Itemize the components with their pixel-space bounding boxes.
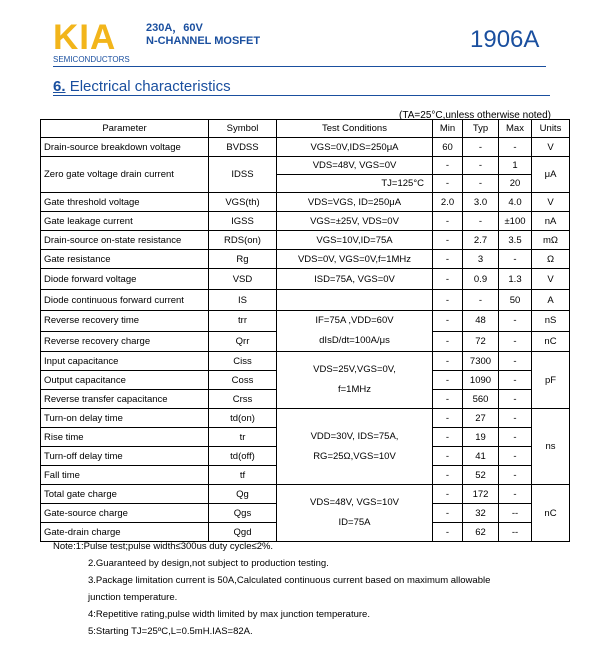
typ-cell: - [463, 175, 499, 193]
cond-cell: ISD=75A, VGS=0V [277, 269, 433, 290]
min-cell: - [433, 290, 463, 311]
min-cell: - [433, 409, 463, 428]
param-cell: Reverse recovery time [41, 311, 209, 332]
unit-cell: mΩ [532, 231, 570, 250]
col-header: Test Conditions [277, 120, 433, 138]
cond-cell: VDS=VGS, ID=250μA [277, 193, 433, 212]
table-header-row [41, 120, 570, 138]
table-row [41, 138, 570, 157]
max-cell: - [499, 311, 532, 332]
unit-cell: V [532, 193, 570, 212]
param-cell: Gate-drain charge [41, 523, 209, 542]
table-row [41, 157, 570, 175]
cond-line: IF=75A ,VDD=60V [315, 315, 394, 326]
max-cell: 3.5 [499, 231, 532, 250]
section-title-text: Electrical characteristics [69, 78, 231, 95]
typ-cell: 48 [463, 311, 499, 332]
cond-line: VDS=25V,VGS=0V, [313, 364, 396, 375]
table-row [41, 409, 570, 428]
table-row [41, 212, 570, 231]
unit-cell: V [532, 138, 570, 157]
symbol-cell: IS [209, 290, 277, 311]
cond-line: f=1MHz [338, 384, 371, 395]
min-cell: - [433, 231, 463, 250]
min-cell: - [433, 269, 463, 290]
param-cell: Reverse transfer capacitance [41, 390, 209, 409]
section-divider [53, 95, 550, 96]
part-number: 1906A [470, 26, 540, 53]
note-1: Note:1:Pulse test;pulse width≤300us duty cycle≤2%. [53, 541, 274, 552]
table-row [41, 311, 570, 332]
max-cell: - [499, 447, 532, 466]
min-cell: - [433, 157, 463, 175]
cond-line: VDD=30V, IDS=75A, [310, 430, 399, 442]
unit-cell: nC [532, 485, 570, 542]
table-row [41, 250, 570, 269]
symbol-cell: Crss [209, 390, 277, 409]
min-cell: - [433, 504, 463, 523]
param-cell: Gate leakage current [41, 212, 209, 231]
min-cell: - [433, 390, 463, 409]
symbol-cell: BVDSS [209, 138, 277, 157]
max-cell: - [499, 390, 532, 409]
param-cell: Drain-source breakdown voltage [41, 138, 209, 157]
max-cell: - [499, 466, 532, 485]
typ-cell: - [463, 290, 499, 311]
table-row [41, 269, 570, 290]
col-header: Min [433, 120, 463, 138]
table-row [41, 193, 570, 212]
cond-cell [277, 311, 433, 352]
col-header: Max [499, 120, 532, 138]
max-cell: - [499, 371, 532, 390]
min-cell: - [433, 523, 463, 542]
typ-cell: 41 [463, 447, 499, 466]
typ-cell: 172 [463, 485, 499, 504]
symbol-cell: Rg [209, 250, 277, 269]
max-cell: 50 [499, 290, 532, 311]
table-row [41, 352, 570, 371]
table-row [41, 231, 570, 250]
min-cell: - [433, 250, 463, 269]
typ-cell: 3 [463, 250, 499, 269]
symbol-cell: Qrr [209, 331, 277, 352]
logo: KIA [53, 18, 117, 57]
cond-cell [277, 485, 433, 542]
typ-cell: 2.7 [463, 231, 499, 250]
note-4: 4:Repetitive rating,pulse width limited by max junction temperature. [88, 609, 370, 620]
note-5: 5:Starting TJ=25ºC,L=0.5mH.IAS=82A. [88, 626, 253, 637]
col-header: Units [532, 120, 570, 138]
note-2: 2.Guaranteed by design,not subject to production testing. [88, 558, 329, 569]
min-cell: - [433, 428, 463, 447]
unit-cell: μA [532, 157, 570, 193]
symbol-cell: trr [209, 311, 277, 332]
param-cell: Drain-source on-state resistance [41, 231, 209, 250]
symbol-cell: RDS(on) [209, 231, 277, 250]
min-cell: - [433, 331, 463, 352]
min-cell: - [433, 371, 463, 390]
cond-cell [277, 409, 433, 485]
device-type: N-CHANNEL MOSFET [146, 35, 261, 47]
min-cell: 2.0 [433, 193, 463, 212]
max-cell: ±100 [499, 212, 532, 231]
typ-cell: 52 [463, 466, 499, 485]
max-cell: -- [499, 504, 532, 523]
cond-cell: VGS=±25V, VDS=0V [277, 212, 433, 231]
symbol-cell: VSD [209, 269, 277, 290]
typ-cell: 32 [463, 504, 499, 523]
param-cell: Turn-off delay time [41, 447, 209, 466]
max-cell: - [499, 250, 532, 269]
symbol-cell: Coss [209, 371, 277, 390]
typ-cell: 19 [463, 428, 499, 447]
param-cell: Reverse recovery charge [41, 331, 209, 352]
typ-cell: - [463, 212, 499, 231]
param-cell: Gate threshold voltage [41, 193, 209, 212]
electrical-characteristics-table [40, 119, 570, 542]
max-cell: 20 [499, 175, 532, 193]
symbol-cell: IGSS [209, 212, 277, 231]
param-cell: Zero gate voltage drain current [41, 157, 209, 193]
note-3-cont: junction temperature. [88, 592, 178, 603]
cond-line: dIsD/dt=100A/μs [319, 335, 390, 346]
unit-cell: V [532, 269, 570, 290]
typ-cell: - [463, 157, 499, 175]
symbol-cell: td(on) [209, 409, 277, 428]
typ-cell: 1090 [463, 371, 499, 390]
unit-cell: nA [532, 212, 570, 231]
note-3: 3.Package limitation current is 50A,Calculated continuous current based on maximum allowable [88, 575, 491, 586]
max-cell: - [499, 331, 532, 352]
cond-line: RG=25Ω,VGS=10V [313, 450, 396, 462]
param-cell: Rise time [41, 428, 209, 447]
max-cell: - [499, 409, 532, 428]
unit-cell: Ω [532, 250, 570, 269]
min-cell: 60 [433, 138, 463, 157]
symbol-cell: tr [209, 428, 277, 447]
cond-cell [277, 352, 433, 409]
typ-cell: 7300 [463, 352, 499, 371]
param-cell: Turn-on delay time [41, 409, 209, 428]
section-title [53, 78, 231, 95]
conditions-note: (TA=25°C,unless otherwise noted) [399, 110, 551, 121]
unit-cell: nC [532, 331, 570, 352]
max-cell: -- [499, 523, 532, 542]
typ-cell: 0.9 [463, 269, 499, 290]
param-cell: Output capacitance [41, 371, 209, 390]
logo-subtitle: SEMICONDUCTORS [53, 55, 130, 64]
min-cell: - [433, 175, 463, 193]
cond-cell: VDS=48V, VGS=0V [277, 157, 433, 175]
max-cell: 1.3 [499, 269, 532, 290]
symbol-cell: VGS(th) [209, 193, 277, 212]
param-cell: Diode forward voltage [41, 269, 209, 290]
max-cell: - [499, 428, 532, 447]
cond-line: VDS=48V, VGS=10V [310, 497, 399, 508]
param-cell: Total gate charge [41, 485, 209, 504]
section-number: 6. [53, 78, 66, 95]
symbol-cell: IDSS [209, 157, 277, 193]
param-cell: Diode continuous forward current [41, 290, 209, 311]
max-cell: - [499, 485, 532, 504]
symbol-cell: Qgs [209, 504, 277, 523]
footnotes [53, 538, 490, 640]
max-cell: 4.0 [499, 193, 532, 212]
typ-cell: 62 [463, 523, 499, 542]
symbol-cell: td(off) [209, 447, 277, 466]
table-row [41, 485, 570, 504]
col-header: Symbol [209, 120, 277, 138]
min-cell: - [433, 212, 463, 231]
unit-cell: ns [532, 409, 570, 485]
cond-cell: TJ=125°C [277, 175, 433, 193]
min-cell: - [433, 485, 463, 504]
typ-cell: 560 [463, 390, 499, 409]
unit-cell: nS [532, 311, 570, 332]
cond-cell: VGS=10V,ID=75A [277, 231, 433, 250]
symbol-cell: tf [209, 466, 277, 485]
min-cell: - [433, 447, 463, 466]
param-cell: Input capacitance [41, 352, 209, 371]
cond-cell: VDS=0V, VGS=0V,f=1MHz [277, 250, 433, 269]
cond-line: ID=75A [338, 517, 371, 528]
symbol-cell: Qgd [209, 523, 277, 542]
max-cell: - [499, 138, 532, 157]
param-cell: Gate-source charge [41, 504, 209, 523]
min-cell: - [433, 466, 463, 485]
typ-cell: 72 [463, 331, 499, 352]
min-cell: - [433, 311, 463, 332]
symbol-cell: Qg [209, 485, 277, 504]
cond-cell: VGS=0V,IDS=250μA [277, 138, 433, 157]
spec-rating: 230A，60V [146, 22, 203, 34]
unit-cell: A [532, 290, 570, 311]
cond-cell [277, 290, 433, 311]
max-cell: - [499, 352, 532, 371]
typ-cell: - [463, 138, 499, 157]
typ-cell: 27 [463, 409, 499, 428]
unit-cell: pF [532, 352, 570, 409]
param-cell: Fall time [41, 466, 209, 485]
header-divider [53, 66, 546, 67]
col-header: Typ [463, 120, 499, 138]
max-cell: 1 [499, 157, 532, 175]
param-cell: Gate resistance [41, 250, 209, 269]
typ-cell: 3.0 [463, 193, 499, 212]
col-header: Parameter [41, 120, 209, 138]
min-cell: - [433, 352, 463, 371]
symbol-cell: Ciss [209, 352, 277, 371]
table-row [41, 290, 570, 311]
